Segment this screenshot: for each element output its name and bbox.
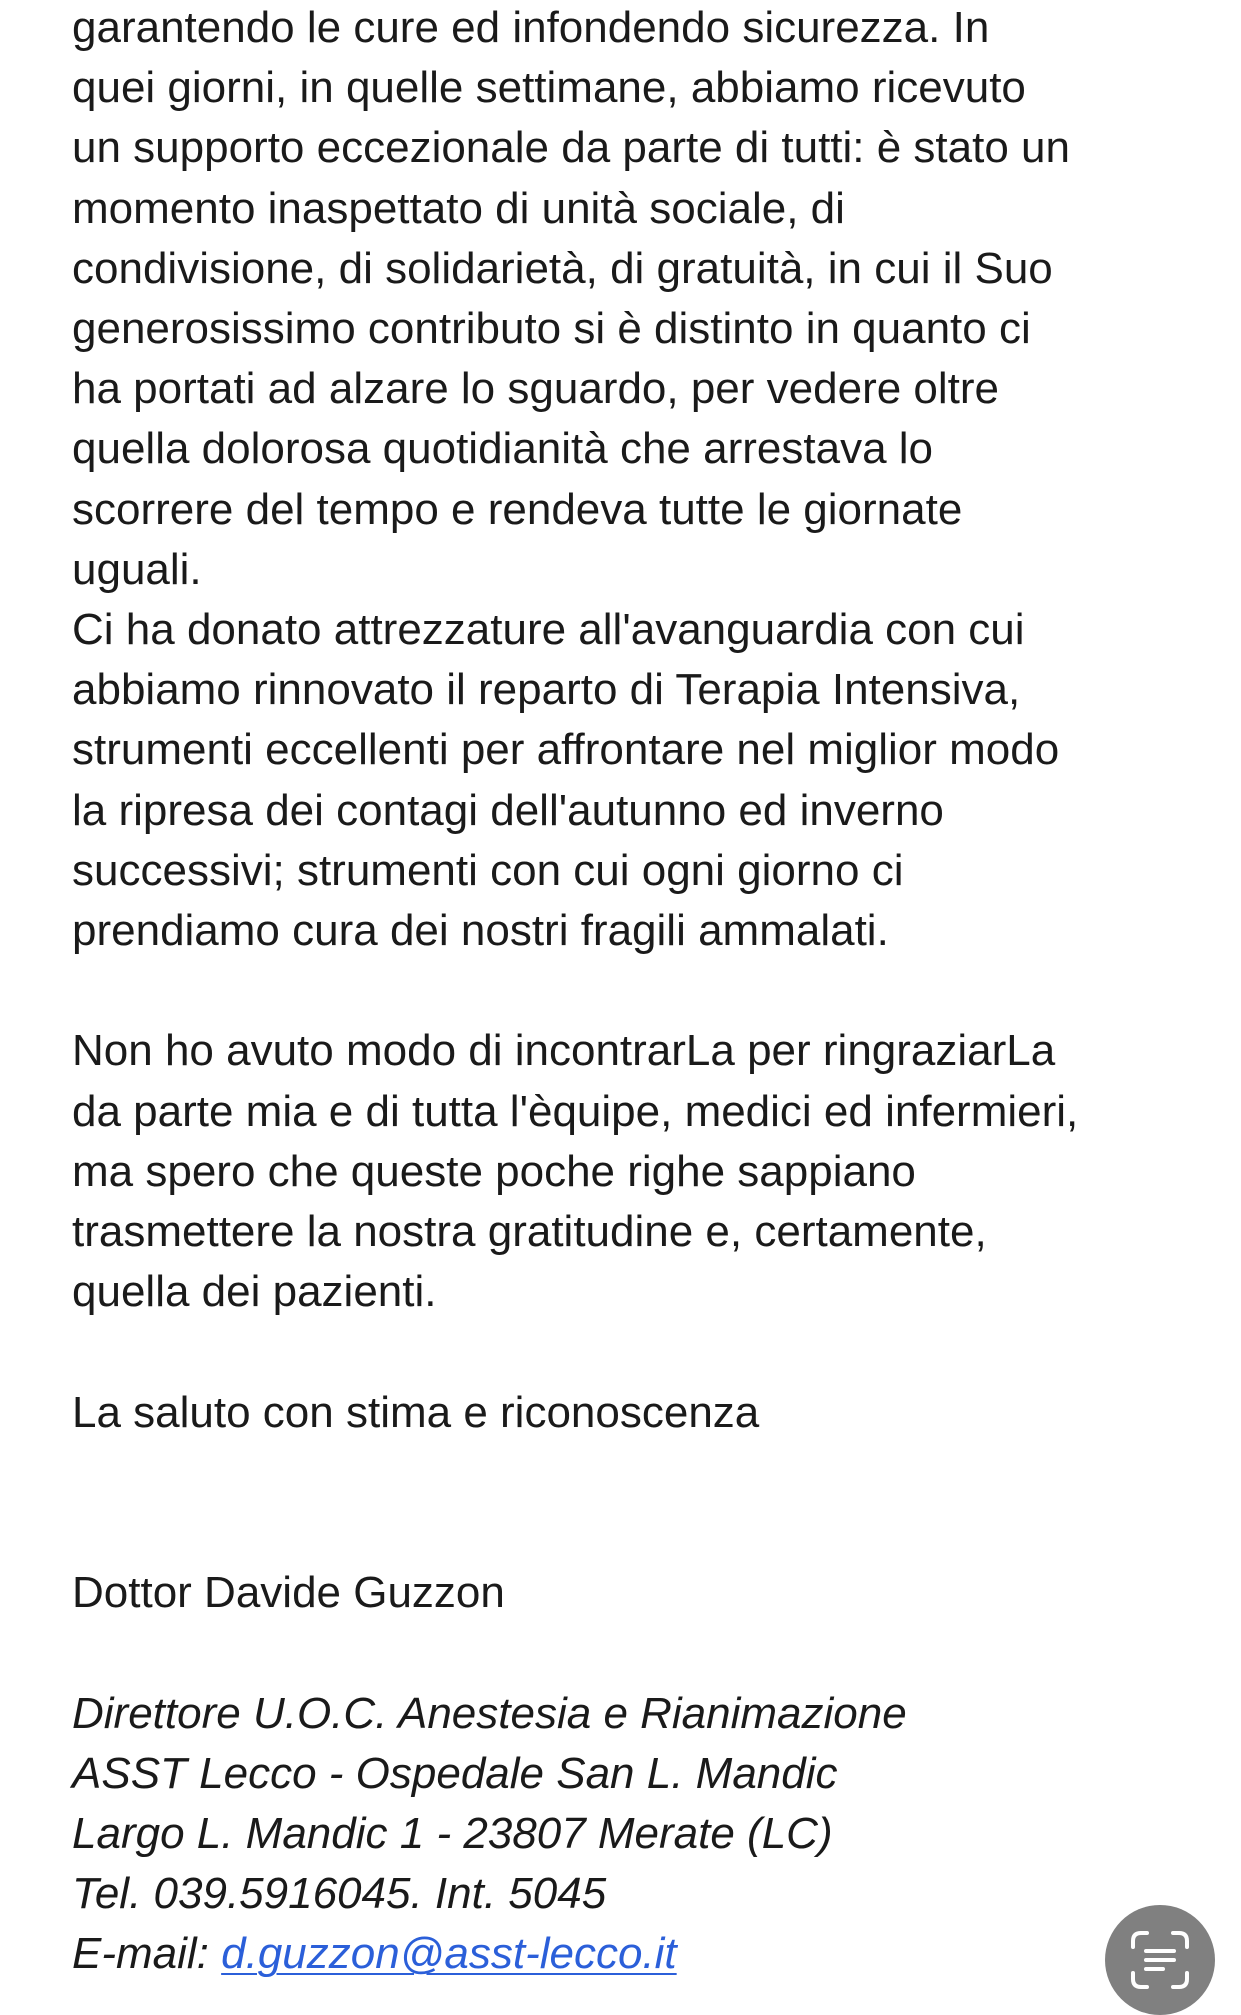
text-line: strumenti eccellenti per affrontare nel miglior modo: [72, 725, 1060, 775]
text-line: successivi; strumenti con cui ogni giorno ci: [72, 845, 904, 895]
signature-block: [72, 1684, 1222, 1985]
text-line: quella dei pazienti.: [72, 1267, 437, 1317]
email-message-body: [72, 0, 1222, 1985]
text-line: scorrere del tempo e rendeva tutte le giornate: [72, 484, 963, 534]
live-text-scan-button[interactable]: [1105, 1905, 1215, 2015]
closing-line: La saluto con stima e riconoscenza: [72, 1387, 760, 1437]
text-line: da parte mia e di tutta l'èquipe, medici ed infermieri,: [72, 1086, 1079, 1136]
signature-phone: Tel. 039.5916045. Int. 5045: [72, 1869, 607, 1919]
signature-organization: ASST Lecco - Ospedale San L. Mandic: [72, 1748, 838, 1798]
text-line: ha portati ad alzare lo sguardo, per vedere oltre: [72, 364, 1000, 414]
text-line: quei giorni, in quelle settimane, abbiamo ricevuto: [72, 63, 1026, 113]
paragraph-spacer: [72, 961, 1222, 1021]
signature-address: Largo L. Mandic 1 - 23807 Merate (LC): [72, 1809, 833, 1859]
paragraph-spacer: [72, 1443, 1222, 1563]
text-line: trasmettere la nostra gratitudine e, certamente,: [72, 1207, 987, 1257]
text-line: generosissimo contributo si è distinto in quanto ci: [72, 304, 1031, 354]
text-line: Non ho avuto modo di incontrarLa per ringraziarLa: [72, 1026, 1056, 1076]
text-line: un supporto eccezionale da parte di tutti: è stato un: [72, 123, 1070, 173]
text-line: condivisione, di solidarietà, di gratuità, in cui il Suo: [72, 243, 1053, 293]
signature-email-line: [72, 1924, 1222, 1984]
text-line: Ci ha donato attrezzature all'avanguardia con cui: [72, 605, 1025, 655]
text-line: uguali.: [72, 544, 202, 594]
paragraph-spacer: [72, 1322, 1222, 1382]
email-link[interactable]: d.guzzon@asst-lecco.it: [221, 1929, 677, 1979]
signature-role: Direttore U.O.C. Anestesia e Rianimazione: [72, 1688, 907, 1738]
text-line: quella dolorosa quotidianità che arrestava lo: [72, 424, 934, 474]
text-line: prendiamo cura dei nostri fragili ammalati.: [72, 906, 889, 956]
text-line: la ripresa dei contagi dell'autunno ed inverno: [72, 785, 944, 835]
text-scan-icon: [1129, 1929, 1191, 1991]
paragraph-spacer: [72, 1623, 1222, 1683]
text-line: garantendo le cure ed infondendo sicurezza. In: [72, 3, 990, 52]
paragraph-thanks: [72, 1021, 1222, 1322]
text-line: ma spero che queste poche righe sappiano: [72, 1146, 916, 1196]
email-label: E-mail:: [72, 1929, 222, 1979]
text-line: abbiamo rinnovato il reparto di Terapia Intensiva,: [72, 665, 1021, 715]
paragraph-care: [72, 0, 1222, 600]
paragraph-donation: [72, 600, 1222, 961]
signature-name: Dottor Davide Guzzon: [72, 1568, 505, 1618]
text-line: momento inaspettato di unità sociale, di: [72, 183, 845, 233]
